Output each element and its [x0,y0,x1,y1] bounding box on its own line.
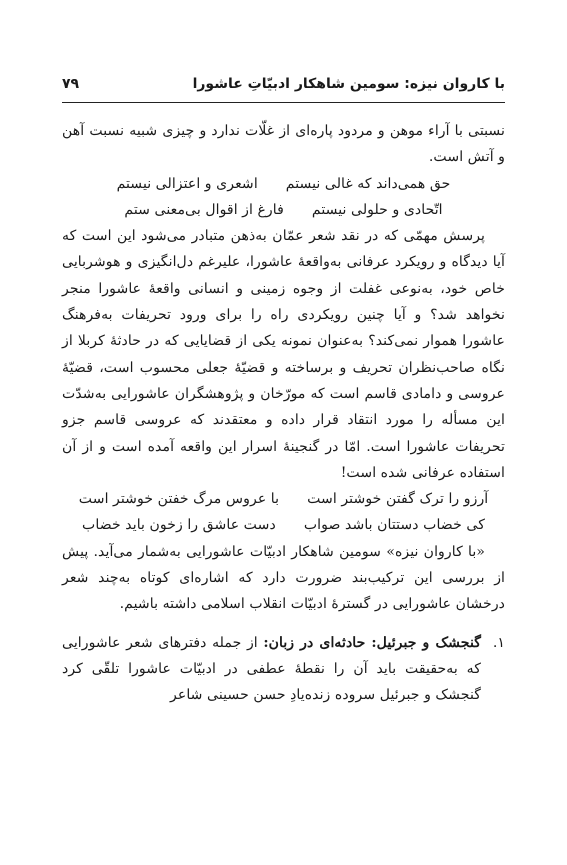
running-title: با کاروان نیزه: سومین شاهکار ادبیّاتِ عاشورا [192,76,505,92]
paragraph-3: «با کاروان نیزه» سومین شاهکار ادبیّات عاشورایی به‌شمار می‌آید. پیش از بررسی این ترکیب‌بند ضرورت دارد که اشاره‌ای کوتاه به‌چند شعر درخشان عاشورایی در گسترهٔ ادبیّات انقلاب اسلامی داشته باشیم. [62,543,505,613]
paragraph-2: پرسش مهمّی که در نقد شعر عمّان به‌ذهن متبادر می‌شود این است که آیا دیدگاه و رویکرد عرفانی به‌واقعهٔ عاشورا، علیرغم دل‌انگیزی و هوشربایی خاص خود، به‌نوعی غفلت از وجوه زمینی و انسانی واقعهٔ عاشورا منجر نخواهد شد؟ و آیا چنین رویکردی راه را برای ورود تحریفات به‌فرهنگ عاشورا هموار نمی‌کند؟ به‌عنوان نمونه یکی از قضایایی که در حادثهٔ کربلا از نگاه صاحب‌نظران تحریف و برساخته و قضیّهٔ جعلی محسوب است، قضیّهٔ عروسی و دامادی قاسم است که مورّخان و پژوهشگران عاشورایی به‌شدّت این مسأله را مورد انتقاد قرار داده و معتقدند که عروسی قاسم جزو تحریفات عاشورا است. امّا در گنجینهٔ اسرار این واقعه آمده است و از آن استفاده عرفانی شده است! [62,228,505,481]
page-body [62,118,505,709]
page-number: ۷۹ [62,76,80,92]
verse-hemistich: فارغ از اقوال بی‌معنی ستم [124,201,284,218]
verse-line-1 [62,171,505,197]
list-item [62,630,505,709]
verse-hemistich: کی خضاب دستتان باشد صواب [303,517,485,534]
verse-hemistich: حق همی‌داند که غالی نیستم [285,175,451,192]
verse-line-2 [62,197,505,223]
verse-hemistich: دست عاشق را زخون باید خضاب [82,517,276,534]
paragraph-1: نسبتی با آراء موهن و مردود پاره‌ای از غلّات ندارد و چیزی شبیه نسبت آهن و آتش است. [62,123,505,166]
verse-line-3 [62,486,505,512]
verse-line-4 [62,512,505,538]
verse-hemistich: اشعری و اعتزالی نیستم [116,175,258,192]
list-item-number: ۱. [492,634,505,651]
verse-hemistich: اتّحادی و حلولی نیستم [311,201,443,218]
running-header [62,68,505,103]
list-item-heading: گنجشک و جبرئیل: حادثه‌ای در زبان: [263,634,481,651]
verse-hemistich: آرزو را ترک گفتن خوشتر است [307,491,489,508]
list-item-text: از جمله دفترهای شعر عاشورایی که به‌حقیقت باید آن را نقطهٔ عطفی در ادبیّات عاشورا تلقّی کرد گنجشک و جبرئیل سروده زنده‌یادِ حسن حسینی شاعر [62,634,481,704]
list-item-body [62,630,481,709]
verse-hemistich: با عروس مرگ خفتن خوشتر است [78,491,280,508]
